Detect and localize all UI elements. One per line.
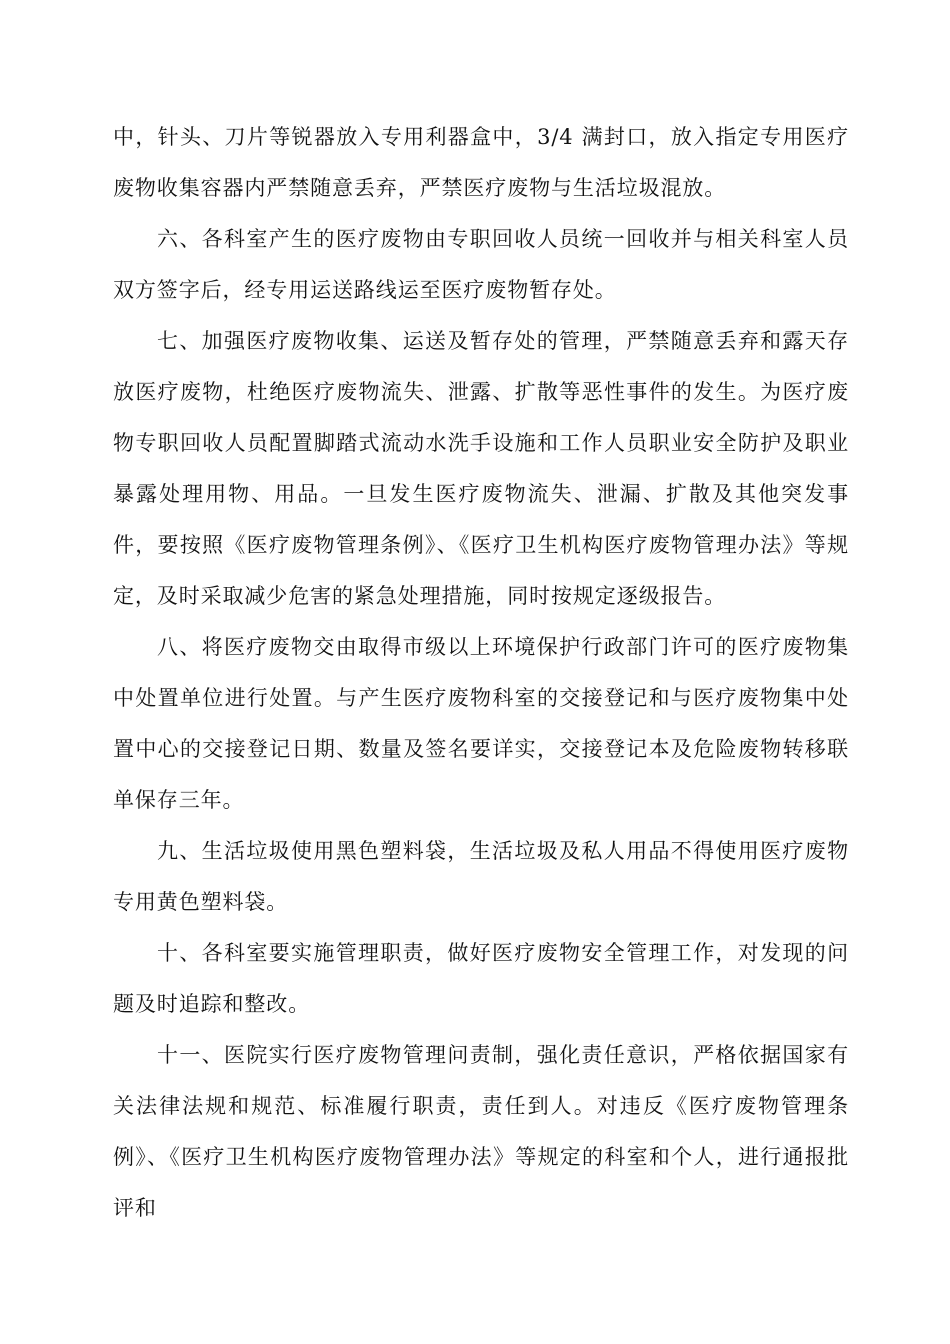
paragraph-item-7: 七、加强医疗废物收集、运送及暂存处的管理，严禁随意丢弃和露天存放医疗废物，杜绝医疗废物流失、泄露、扩散等恶性事件的发生。为医疗废物专职回收人员配置脚踏式流动水洗手设施和工作人员职业安全防护及职业暴露处理用物、用品。一旦发生医疗废物流失、泄漏、扩散及其他突发事件，要按照《医疗废物管理条例》、《医疗卫生机构医疗废物管理办法》等规定，及时采取减少危害的紧急处理措施，同时按规定逐级报告。 [113, 329, 849, 608]
paragraph-item-11: 十一、医院实行医疗废物管理问责制，强化责任意识，严格依据国家有关法律法规和规范、标准履行职责，责任到人。对违反《医疗废物管理条例》、《医疗卫生机构医疗废物管理办法》等规定的科室和个人，进行通报批评和 [113, 1043, 849, 1220]
paragraph-item-6: 六、各科室产生的医疗废物由专职回收人员统一回收并与相关科室人员双方签字后，经专用运送路线运至医疗废物暂存处。 [113, 227, 849, 302]
paragraph-item-9: 九、生活垃圾使用黑色塑料袋，生活垃圾及私人用品不得使用医疗废物专用黄色塑料袋。 [113, 839, 849, 914]
paragraph-continuation: 中，针头、刀片等锐器放入专用利器盒中，3/4 满封口，放入指定专用医疗废物收集容器内严禁随意丢弃，严禁医疗废物与生活垃圾混放。 [113, 125, 849, 200]
document-body [113, 112, 849, 1234]
paragraph-item-8: 八、将医疗废物交由取得市级以上环境保护行政部门许可的医疗废物集中处置单位进行处置。与产生医疗废物科室的交接登记和与医疗废物集中处置中心的交接登记日期、数量及签名要详实，交接登记本及危险废物转移联单保存三年。 [113, 635, 849, 812]
paragraph-item-10: 十、各科室要实施管理职责，做好医疗废物安全管理工作，对发现的问题及时追踪和整改。 [113, 941, 849, 1016]
